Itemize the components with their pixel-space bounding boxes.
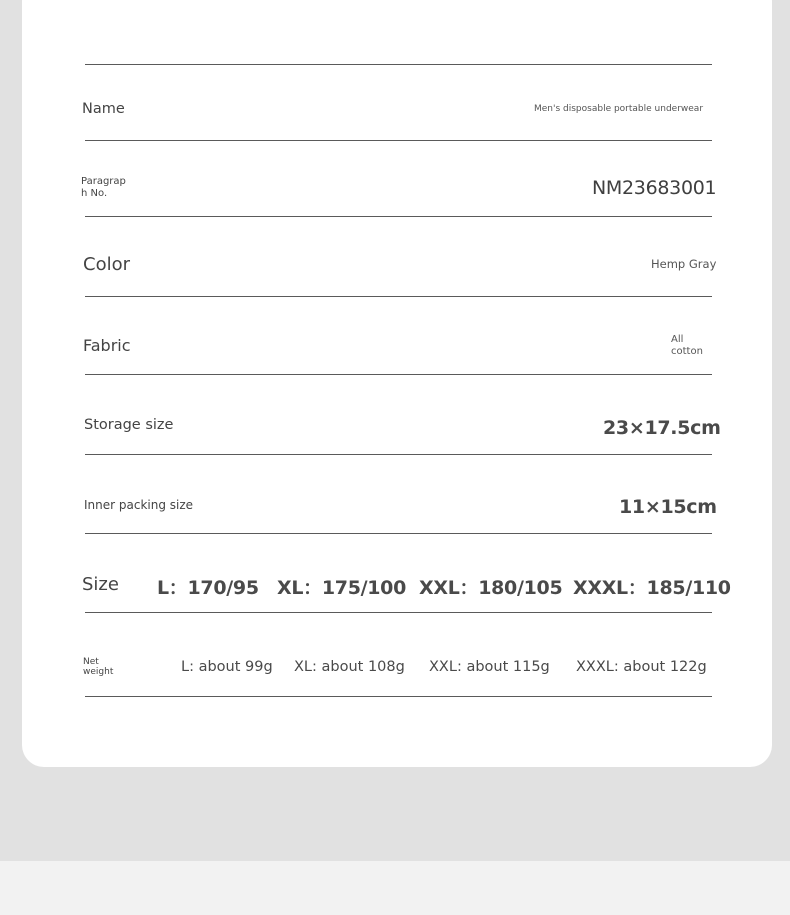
- footer-band: [0, 861, 790, 915]
- size-label: Size: [82, 574, 119, 595]
- size-value-l: L：170/95: [157, 577, 259, 599]
- name-label: Name: [82, 101, 125, 117]
- net-weight-value-xxl: XXL: about 115g: [429, 659, 550, 675]
- inner-packing-size-value: 11×15cm: [619, 496, 717, 518]
- divider: [85, 696, 712, 697]
- divider: [85, 64, 712, 65]
- color-value: Hemp Gray: [651, 257, 717, 271]
- size-value-xxl: XXL：180/105: [419, 577, 563, 599]
- paragraph-no-label: Paragrap h No.: [81, 176, 126, 199]
- net-weight-label: Net weight: [83, 657, 114, 678]
- divider: [85, 533, 712, 534]
- storage-size-label: Storage size: [84, 417, 174, 433]
- fabric-label: Fabric: [83, 336, 131, 355]
- divider: [85, 454, 712, 455]
- color-label: Color: [83, 254, 130, 275]
- net-weight-value-xl: XL: about 108g: [294, 659, 405, 675]
- size-value-xl: XL：175/100: [277, 577, 407, 599]
- divider: [85, 140, 712, 141]
- divider: [85, 216, 712, 217]
- inner-packing-size-label: Inner packing size: [84, 498, 194, 512]
- divider: [85, 612, 712, 613]
- divider: [85, 374, 712, 375]
- net-weight-value-l: L: about 99g: [181, 659, 273, 675]
- net-weight-value-xxxl: XXXL: about 122g: [576, 659, 707, 675]
- divider: [85, 296, 712, 297]
- size-value-xxxl: XXXL：185/110: [573, 577, 731, 599]
- fabric-value: All cotton: [671, 334, 703, 357]
- storage-size-value: 23×17.5cm: [603, 417, 721, 439]
- spec-card: [22, 0, 772, 767]
- paragraph-no-value: NM23683001: [592, 177, 717, 199]
- name-value: Men's disposable portable underwear: [534, 104, 704, 114]
